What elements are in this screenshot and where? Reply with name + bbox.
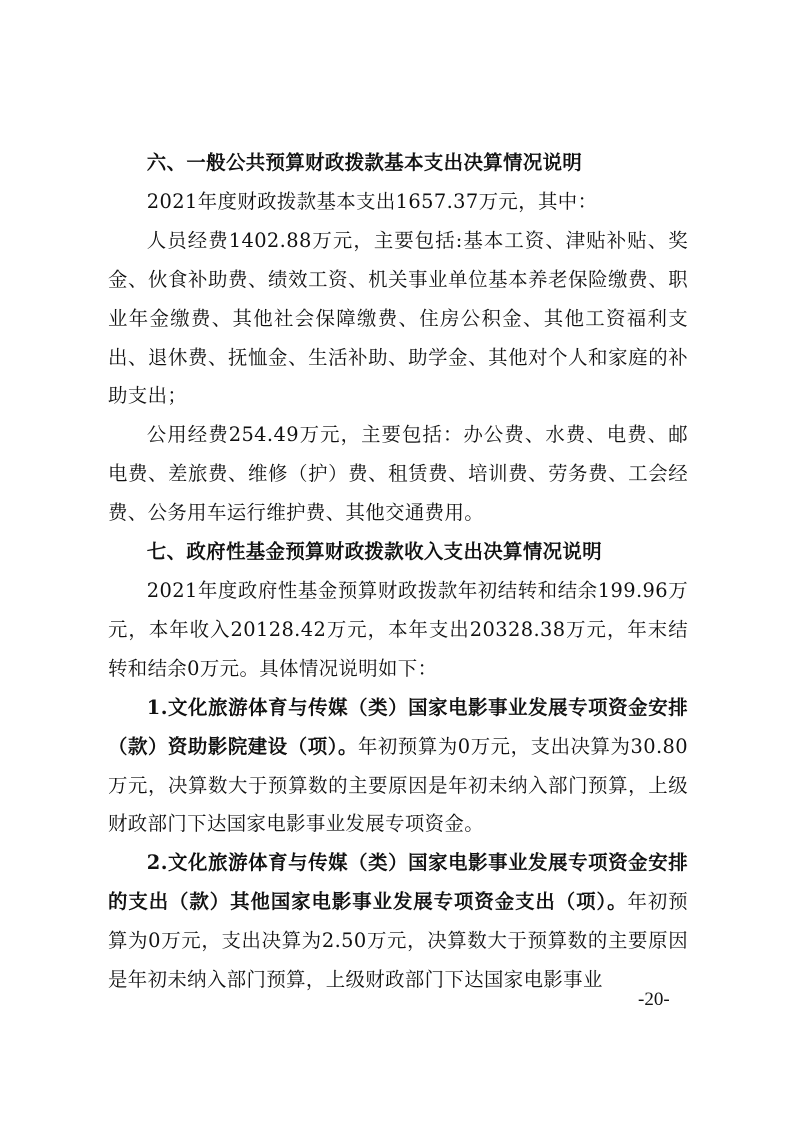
section-seven-heading: 七、政府性基金预算财政拨款收入支出决算情况说明: [146, 540, 602, 564]
item-2-title: 2.文化旅游体育与传媒（类）国家电影事业发展专项资金安排的支出（款）其他国家电影事业发展专项资金支出（项）。: [108, 851, 688, 914]
section-seven-intro: 2021年度政府性基金预算财政拨款年初结转和结余199.96万元，本年收入20128.42万元，本年支出20328.38万元，年末结转和结余0万元。具体情况说明如下：: [108, 578, 688, 680]
item-2-body: 年初预算为0万元，支出决算为2.50万元，决算数大于预算数的主要原因是年初未纳入部门预算，上级财政部门下达国家电影事业: [108, 890, 688, 992]
public-expenses-paragraph: 公用经费254.49万元，主要包括：办公费、水费、电费、邮电费、差旅费、维修（护）费、租赁费、培训费、劳务费、工会经费、公务用车运行维护费、其他交通费用。: [108, 423, 688, 525]
page-number: -20-: [638, 989, 670, 1010]
item-1-paragraph: [108, 689, 688, 845]
section-six-heading: 六、一般公共预算财政拨款基本支出决算情况说明: [146, 151, 583, 174]
item-2-paragraph: [108, 844, 688, 1000]
personnel-expenses-paragraph: 人员经费1402.88万元，主要包括:基本工资、津贴补贴、奖金、伙食补助费、绩效工资、机关事业单位基本养老保险缴费、职业年金缴费、其他社会保障缴费、住房公积金、其他工资福利支出、退休费、抚恤金、生活补助、助学金、其他对个人和家庭的补助支出；: [108, 228, 688, 408]
item-1-body: 年初预算为0万元，支出决算为30.80万元，决算数大于预算数的主要原因是年初未纳入部门预算，上级财政部门下达国家电影事业发展专项资金。: [108, 734, 688, 836]
item-1-title: 1.文化旅游体育与传媒（类）国家电影事业发展专项资金安排（款）资助影院建设（项）。: [108, 695, 688, 758]
document-body: [108, 144, 688, 1000]
section-six-intro: 2021年度财政拨款基本支出1657.37万元，其中：: [146, 189, 598, 213]
